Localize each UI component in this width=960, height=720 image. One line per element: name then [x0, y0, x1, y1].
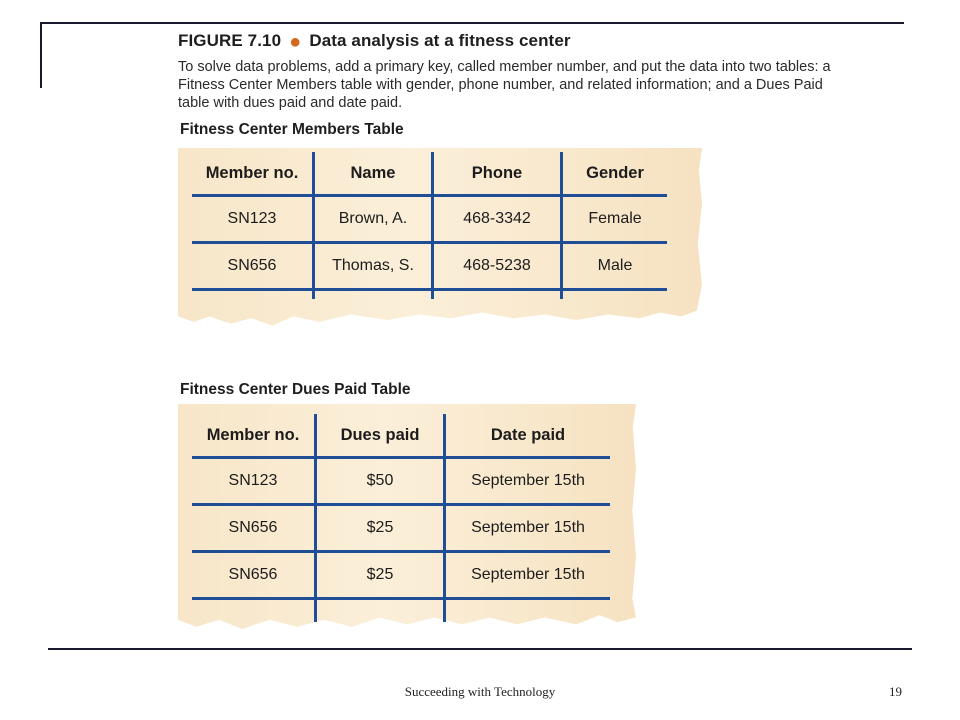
table-cell: SN656 — [192, 552, 316, 599]
table-cell: Female — [562, 196, 668, 243]
table-cell: SN123 — [192, 196, 314, 243]
table-cell: $25 — [316, 505, 445, 552]
table-cell: Thomas, S. — [314, 243, 433, 290]
slide-frame-left — [40, 22, 42, 88]
table-cell-empty — [433, 290, 562, 300]
table-row — [192, 196, 667, 243]
table-cell-empty — [562, 290, 668, 300]
column-header-dues-paid: Dues paid — [316, 414, 445, 458]
dues-table — [192, 414, 610, 622]
table-row — [192, 243, 667, 290]
table-cell-empty — [314, 290, 433, 300]
table-cell: September 15th — [445, 552, 611, 599]
table-cell: September 15th — [445, 458, 611, 505]
column-header-name: Name — [314, 152, 433, 196]
footer-title: Succeeding with Technology — [404, 684, 556, 699]
column-header-gender: Gender — [562, 152, 668, 196]
members-table — [192, 152, 667, 299]
table-cell-empty — [445, 599, 611, 623]
dues-table-title: Fitness Center Dues Paid Table — [180, 381, 411, 398]
table-cell: September 15th — [445, 505, 611, 552]
table-cell: 468-5238 — [433, 243, 562, 290]
table-cell: SN656 — [192, 505, 316, 552]
table-row — [192, 505, 610, 552]
members-table-title: Fitness Center Members Table — [180, 121, 404, 138]
table-cell: $50 — [316, 458, 445, 505]
dues-table-header-row — [192, 414, 610, 458]
table-empty-row — [192, 599, 610, 623]
figure-title — [178, 31, 571, 54]
column-header-member-no: Member no. — [192, 152, 314, 196]
table-cell: 468-3342 — [433, 196, 562, 243]
table-cell: $25 — [316, 552, 445, 599]
table-cell: Male — [562, 243, 668, 290]
table-cell-empty — [192, 599, 316, 623]
figure-label: FIGURE 7.10 — [178, 31, 282, 50]
slide-frame-bottom — [48, 648, 912, 650]
table-row — [192, 458, 610, 505]
table-row — [192, 552, 610, 599]
members-table-header-row — [192, 152, 667, 196]
table-cell-empty — [316, 599, 445, 623]
bullet-icon: ● — [289, 31, 302, 53]
column-header-date-paid: Date paid — [445, 414, 611, 458]
table-cell-empty — [192, 290, 314, 300]
figure-heading: Data analysis at a fitness center — [309, 31, 571, 50]
figure-caption: To solve data problems, add a primary key, called member number, and put the data into two tables: a Fitness Center Members table with gender, phone number, and related information; and a Dues Paid table with dues paid and date paid. — [178, 59, 831, 111]
table-cell: SN656 — [192, 243, 314, 290]
table-empty-row — [192, 290, 667, 300]
page-number: 19 — [889, 684, 902, 699]
table-cell: SN123 — [192, 458, 316, 505]
slide-frame-top — [40, 22, 904, 24]
column-header-member-no: Member no. — [192, 414, 316, 458]
table-cell: Brown, A. — [314, 196, 433, 243]
column-header-phone: Phone — [433, 152, 562, 196]
